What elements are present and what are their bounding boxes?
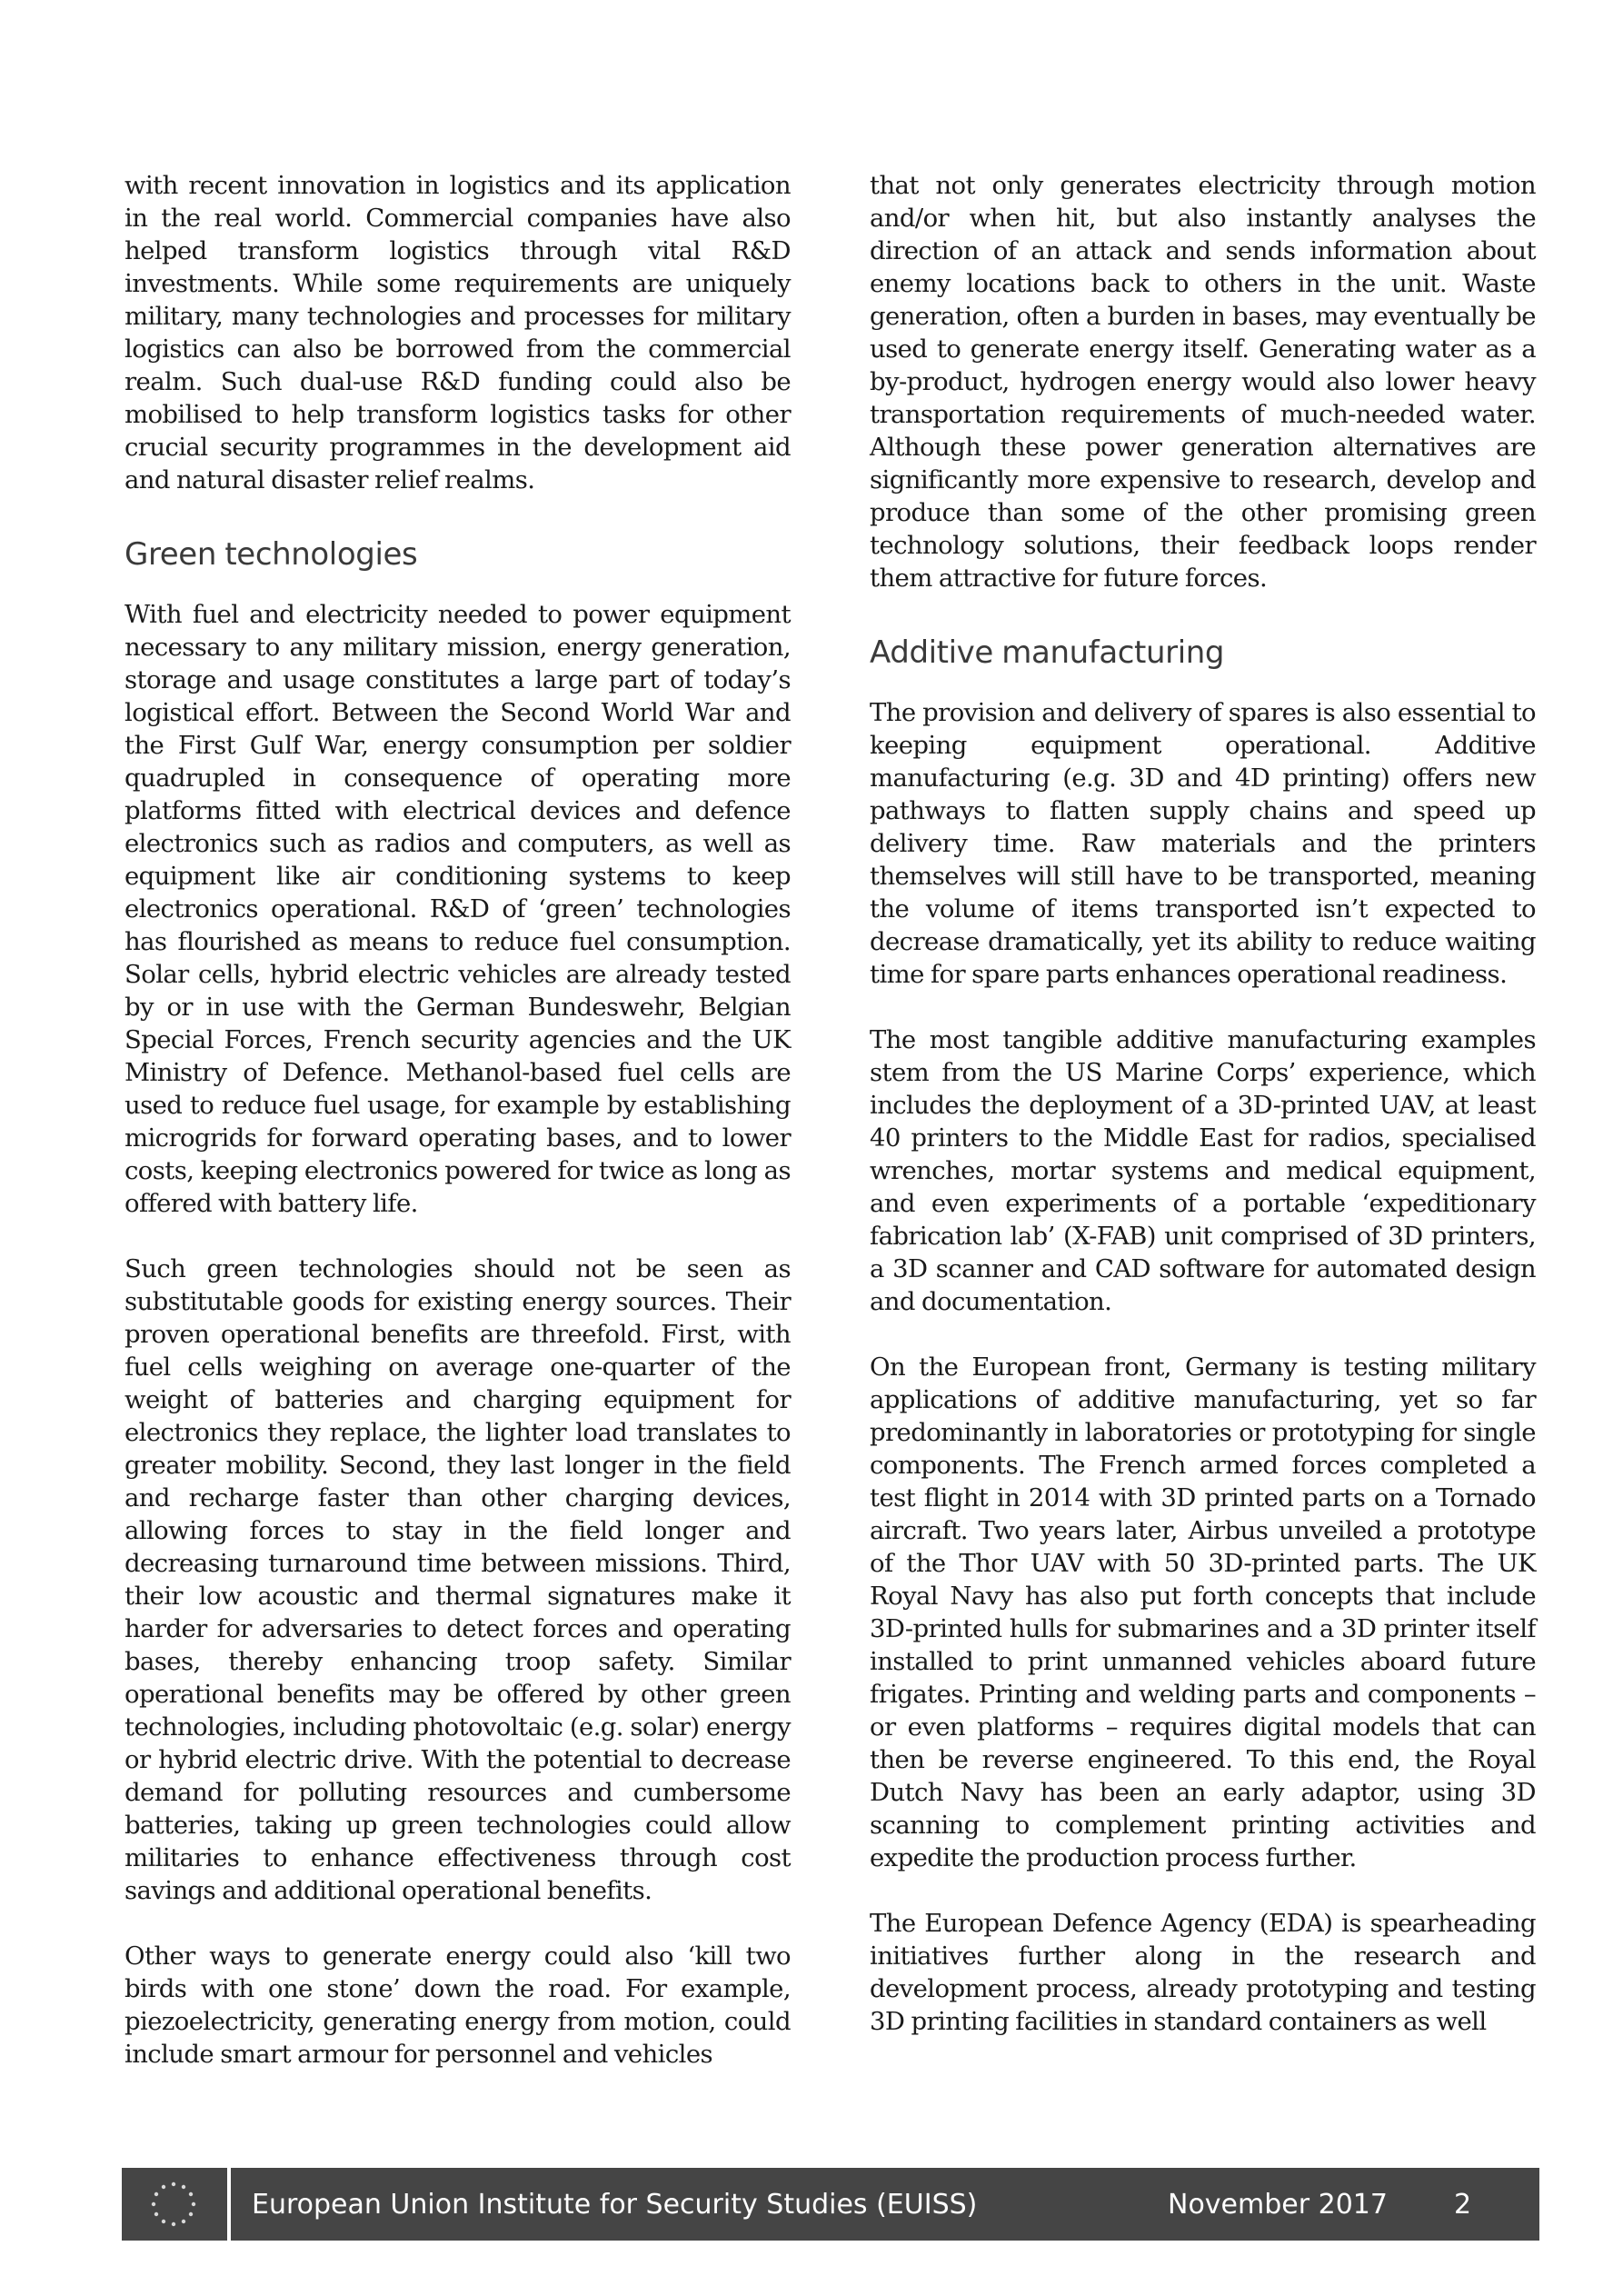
paragraph-operational-benefits: Such green technologies should not be seen as substitutable goods for existing energy sources. Their proven operational benefits are threefold. First, with fuel cells weighing on average one-quarter of the weight of batteries and charging equipment for electronics they replace, the lighter load translates to greater mobility. Second, they last longer in the field and recharge faster than other charging devices, allowing forces to stay in the field longer and decreasing turnaround time between missions. Third, their low acoustic and thermal signatures make it harder for adversaries to detect forces and operating bases, thereby enhancing troop safety. Similar operational benefits may be offered by other green technologies, including photovoltaic (e.g. solar) energy or hybrid electric drive. With the potential to decrease demand for polluting resources and cumbersome batteries, taking up green technologies could allow militaries to enhance effectiveness through cost savings and additional operational benefits.: [124, 1254, 791, 1905]
paragraph-energy-consumption: With fuel and electricity needed to power equipment necessary to any military mission, energy generation, storage and usage constitutes a large part of today’s logistical effort. Between the Second World War and the First Gulf War, energy consumption per soldier quadrupled in consequence of operating more platforms fitted with electrical devices and defence electronics such as radios and computers, as well as equipment like air conditioning systems to keep electronics operational. R&D of ‘green’ technologies has flourished as means to reduce fuel consumption. Solar cells, hybrid electric vehicles are already tested by or in use with the German Bundeswehr, Belgian Special Forces, French security agencies and the UK Ministry of Defence. Methanol-based fuel cells are used to reduce fuel usage, for example by establishing microgrids for forward operating bases, and to lower costs, keeping electronics powered for twice as long as offered with battery life.: [124, 600, 791, 1218]
footer-date: November 2017: [1168, 2189, 1388, 2221]
eu-stars-icon: [122, 2168, 225, 2241]
right-column: [870, 169, 1536, 2038]
footer-institute-name: European Union Institute for Security Studies (EUISS): [252, 2189, 978, 2221]
paragraph-piezoelectricity: Other ways to generate energy could also ‘kill two birds with one stone’ down the road. For example, piezoelectricity, generating energy from motion, could include smart armour for personnel and vehicles: [124, 1942, 791, 2069]
paragraph-eda: The European Defence Agency (EDA) is spearheading initiatives further along in the research and development process, already prototyping and testing 3D printing facilities in standard containers as well: [870, 1909, 1536, 2036]
left-column: [124, 169, 791, 2071]
heading-green-technologies: Green technologies: [124, 536, 418, 573]
page-footer: [122, 2168, 1539, 2241]
paragraph-us-marine-corps: The most tangible additive manufacturing examples stem from the US Marine Corps’ experience, which includes the deployment of a 3D-printed UAV, at least 40 printers to the Middle East for radios, specialised wrenches, mortar systems and medical equipment, and even experiments of a portable ‘expeditionary fabrication lab’ (X-FAB) unit comprised of 3D printers, a 3D scanner and CAD software for automated design and documentation.: [870, 1025, 1536, 1316]
paragraph-european-front: On the European front, Germany is testing military applications of additive manufacturing, yet so far predominantly in laboratories or prototyping for single components. The French armed forces completed a test flight in 2014 with 3D printed parts on a Tornado aircraft. Two years later, Airbus unveiled a prototype of the Thor UAV with 50 3D-printed parts. The UK Royal Navy has also put forth concepts that include 3D-printed hulls for submarines and a 3D printer itself installed to print unmanned vehicles aboard future frigates. Printing and welding parts and components – or even platforms – requires digital models that can then be reverse engineered. To this end, the Royal Dutch Navy has been an early adaptor, using 3D scanning to complement printing activities and expedite the production process further.: [870, 1353, 1536, 1872]
footer-divider: [227, 2168, 231, 2241]
heading-additive-manufacturing: Additive manufacturing: [870, 634, 1225, 671]
paragraph-spares-delivery: The provision and delivery of spares is also essential to keeping equipment operational. Additive manufacturing (e.g. 3D and 4D printing) offers new pathways to flatten supply chains and speed up delivery time. Raw materials and the printers themselves will still have to be transported, meaning the volume of items transported isn’t expected to decrease dramatically, yet its ability to reduce waiting time for spare parts enhances operational readiness.: [870, 698, 1536, 989]
paragraph-smart-armour: that not only generates electricity through motion and/or when hit, but also instantly analyses the direction of an attack and sends information about enemy locations back to others in the unit. Waste generation, often a burden in bases, may eventually be used to generate energy itself. Generating water as a by-product, hydrogen energy would also lower heavy transportation requirements of much-needed water. Although these power generation alternatives are significantly more expensive to research, develop and produce than some of the other promising green technology solutions, their feedback loops render them attractive for future forces.: [870, 171, 1536, 593]
page-number: 2: [1454, 2189, 1472, 2221]
paragraph-logistics-rd: with recent innovation in logistics and its application in the real world. Commercial companies have also helped transform logistics through vital R&D investments. While some requirements are uniquely military, many technologies and processes for military logistics can also be borrowed from the commercial realm. Such dual-use R&D funding could also be mobilised to help transform logistics tasks for other crucial security programmes in the development aid and natural disaster relief realms.: [124, 171, 791, 494]
